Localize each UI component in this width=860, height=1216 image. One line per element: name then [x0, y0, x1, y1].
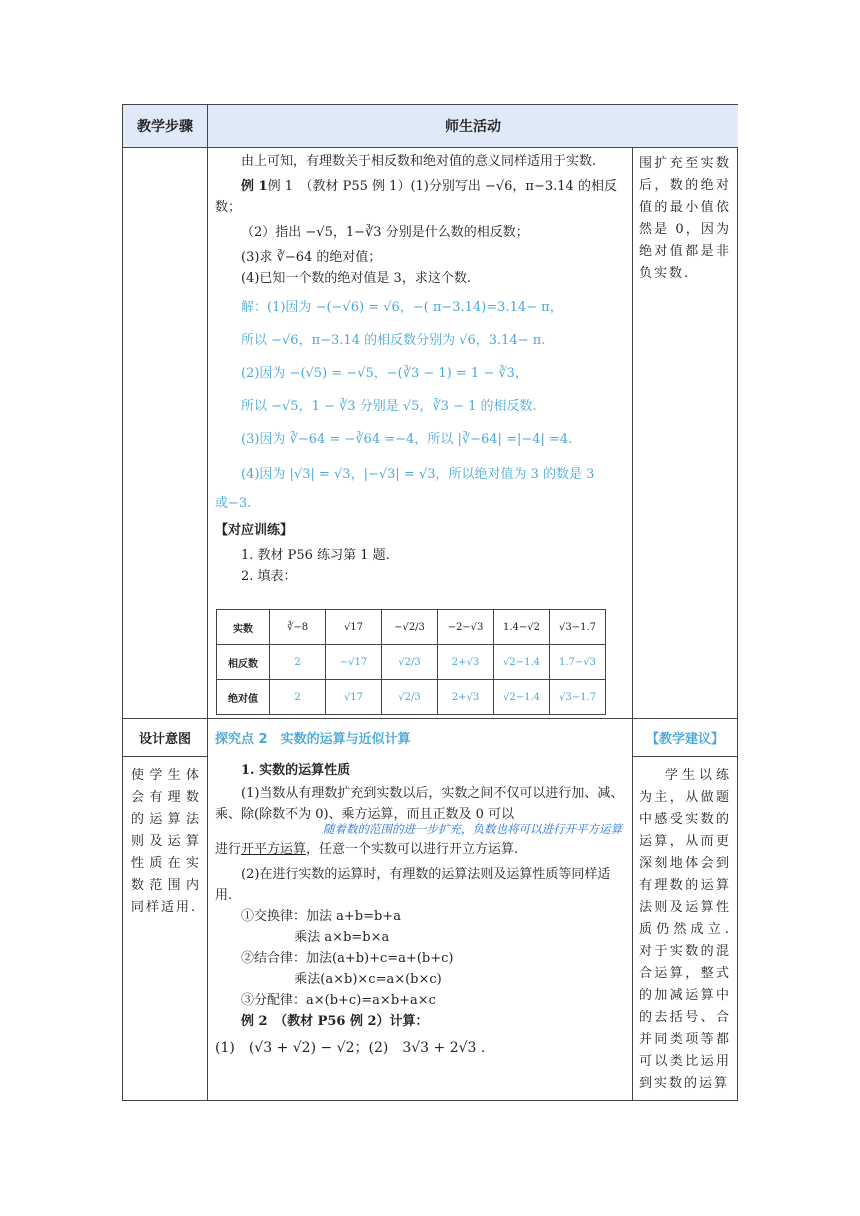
table-cell: 2 — [270, 680, 326, 715]
training-item: 1. 教材 P56 练习第 1 题. — [241, 548, 390, 563]
law-line: 乘法 a×b=b×a — [294, 930, 390, 945]
row-label: 相反数 — [217, 645, 270, 680]
suggestion-label: 【教学建议】 — [645, 731, 724, 747]
training-title: 【对应训练】 — [215, 523, 294, 538]
paragraph: (2)在进行实数的运算时，有理数的运算法则及运算性质等同样适用. — [215, 867, 611, 903]
row-label: 绝对值 — [217, 680, 270, 715]
table-cell: √17 — [326, 680, 382, 715]
lesson-plan-table — [122, 104, 738, 1101]
table-cell: √2−1.4 — [494, 680, 550, 715]
table-cell: 2+√3 — [438, 680, 494, 715]
table-row — [217, 610, 606, 645]
table-cell: 2 — [270, 645, 326, 680]
table-cell: √3−1.7 — [550, 610, 606, 645]
solution-line: 所以 −√5，1 − ∛3 分别是 √5，∛3 − 1 的相反数. — [241, 399, 537, 414]
design-text: 使学生体会有理数的运算法则及运算性质在实数范围内同样适用. — [131, 768, 201, 915]
section2-heading: 探究点 2 实数的运算与近似计算 — [215, 732, 411, 747]
side-note: 围扩充至实数后，数的绝对值的最小值依然是 0，因为绝对值都是非负实数. — [639, 156, 731, 281]
example1-line: 例 1例 1 （教材 P55 例 1）(1)分别写出 −√6，π−3.14 的相反数； — [215, 179, 617, 215]
law-line: ③分配律：a×(b+c)=a×b+a×c — [241, 993, 436, 1008]
table-cell: √2/3 — [382, 680, 438, 715]
paragraph: 进行开平方运算，任意一个实数可以进行开立方运算. — [215, 842, 519, 857]
solution-line: 所以 −√6，π−3.14 的相反数分别为 √6，3.14− π. — [241, 333, 546, 348]
solution-line: (4)因为 |√3| = √3，|−√3| = √3，所以绝对值为 3 的数是 3 — [241, 467, 595, 482]
table-cell: 1.4−√2 — [494, 610, 550, 645]
example2-expression: (1) (√3 + √2) − √2；(2) 3√3 + 2√3 . — [215, 1040, 486, 1056]
example1-part3: (3)求 ∛−64 的绝对值； — [241, 250, 382, 265]
row-label: 实数 — [217, 610, 270, 645]
table-cell: −2−√3 — [438, 610, 494, 645]
table-cell: √17 — [326, 610, 382, 645]
example1-part4: (4)已知一个数的绝对值是 3，求这个数. — [241, 271, 471, 286]
law-line: ②结合律：加法(a+b)+c=a+(b+c) — [241, 951, 454, 966]
table-cell: √3−1.7 — [550, 680, 606, 715]
law-line: 乘法(a×b)×c=a×(b×c) — [294, 972, 442, 987]
header-teaching-steps: 教学步骤 — [123, 105, 207, 147]
handwritten-annotation: 随着数的范围的进一步扩充，负数也将可以进行开平方运算 — [323, 822, 622, 836]
section2-subheading: 1. 实数的运算性质 — [241, 763, 351, 778]
table-cell: −√17 — [326, 645, 382, 680]
table-cell: √2/3 — [382, 645, 438, 680]
section2-text — [215, 729, 625, 1059]
solution-block — [215, 297, 625, 514]
design-label: 设计意图 — [138, 731, 191, 747]
section1-text — [215, 151, 625, 587]
header-activities: 师生活动 — [208, 105, 738, 147]
table-row — [217, 645, 606, 680]
paragraph: (1)当数从有理数扩充到实数以后，实数之间不仅可以进行加、减、乘、除(除数不为 0)、乘方运算，而且正数及 0 可以 — [215, 786, 624, 822]
suggestion-text: 学生以练为主，从做题中感受实数的运算，从而更深刻地体会到有理数的运算法则及运算性质仍然成立. 对于实数的混合运算，整式的加减运算中的去括号、合并同类项等都可以类比运用到实数的运算 — [639, 768, 731, 1091]
table-cell: √2−1.4 — [494, 645, 550, 680]
solution-line: (3)因为 ∛−64 = −∛64 =−4，所以 |∛−64| =|−4| =4. — [241, 432, 573, 447]
intro-line: 由上可知，有理数关于相反数和绝对值的意义同样适用于实数. — [241, 154, 597, 169]
table-row — [217, 680, 606, 715]
law-line: ①交换律：加法 a+b=b+a — [241, 909, 401, 924]
solution-line: (2)因为 −(√5) = −√5，−(∛3 − 1) = 1 − ∛3， — [241, 366, 528, 381]
example2-line: 例 2 （教材 P56 例 2）计算： — [241, 1014, 429, 1029]
solution-line: 或−3. — [215, 496, 252, 511]
table-cell: −√2/3 — [382, 610, 438, 645]
fill-in-table — [216, 609, 606, 715]
solution-line: 解：(1)因为 −(−√6) = √6，−( π−3.14)=3.14− π， — [241, 300, 563, 315]
table-cell: 1.7−√3 — [550, 645, 606, 680]
example1-part2: （2）指出 −√5，1−∛3 分别是什么数的相反数； — [241, 225, 529, 240]
table-cell: 2+√3 — [438, 645, 494, 680]
table-cell: ∛−8 — [270, 610, 326, 645]
training-item: 2. 填表： — [241, 569, 297, 584]
